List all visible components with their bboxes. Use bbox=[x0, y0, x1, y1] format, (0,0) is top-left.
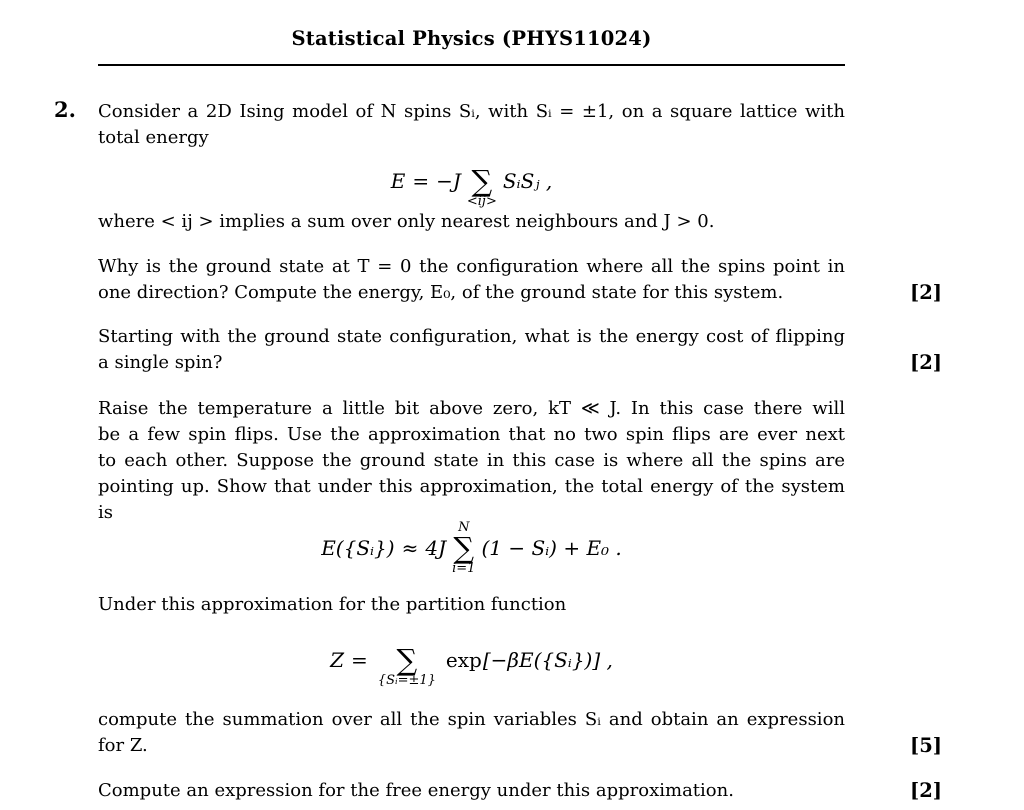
content-column bbox=[54, 0, 942, 804]
paragraph-free-energy bbox=[98, 778, 942, 804]
text-line: compute the summation over all the spin variables Sᵢ and obtain an expression bbox=[98, 709, 845, 730]
eq-coefficient: −J bbox=[436, 169, 461, 193]
text-line: where < ij > implies a sum over only nearest neighbours and J > 0. bbox=[98, 211, 715, 232]
text-line: Raise the temperature a little bit above zero, kT ≪ J. In this case there will bbox=[98, 398, 845, 419]
eq-lhs: E bbox=[390, 169, 406, 193]
text-line: to each other. Suppose the ground state in this case is where all the spins are bbox=[98, 450, 845, 471]
paragraph-ground-state bbox=[98, 254, 942, 306]
sum-lower-limit: i=1 bbox=[452, 561, 476, 576]
equals-sign: = bbox=[412, 169, 430, 193]
text-line: be a few spin flips. Use the approximation that no two spin flips are ever next bbox=[98, 424, 845, 445]
marks-badge: [2] bbox=[909, 351, 942, 374]
summation-symbol bbox=[452, 520, 475, 576]
question-number: 2. bbox=[54, 97, 76, 122]
text-line: pointing up. Show that under this approximation, the total energy of the system bbox=[98, 476, 845, 497]
paragraph-raise-temperature bbox=[98, 396, 845, 526]
paragraph-partition-intro bbox=[98, 592, 845, 618]
header-rule bbox=[98, 64, 845, 66]
text-line: Under this approximation for the partition function bbox=[98, 594, 567, 615]
summation-symbol bbox=[378, 632, 436, 688]
marks-badge: [2] bbox=[909, 779, 942, 802]
sigma-icon: ∑ bbox=[396, 643, 418, 677]
text-line: a single spin? bbox=[98, 352, 223, 373]
eq-lhs: Z bbox=[330, 648, 345, 672]
eq-lhs: E({Sᵢ}) bbox=[321, 536, 395, 560]
approx-sign: ≈ bbox=[401, 536, 419, 560]
sum-lower-limit: {Sᵢ=±1} bbox=[377, 673, 436, 688]
sigma-icon: ∑ bbox=[453, 531, 475, 565]
paragraph-where bbox=[98, 209, 845, 235]
sigma-icon: ∑ bbox=[471, 164, 493, 198]
eq-argument: [−βE({Sᵢ})] , bbox=[482, 648, 613, 672]
sum-upper-limit: N bbox=[458, 520, 470, 535]
text-line: Consider a 2D Ising model of N spins Sᵢ, with Sᵢ = ±1, on a square lattice with bbox=[98, 101, 845, 122]
page-header bbox=[98, 0, 845, 66]
text-line: is bbox=[98, 502, 113, 523]
equation-total-energy bbox=[98, 153, 845, 209]
text-line: one direction? Compute the energy, E₀, of the ground state for this system. bbox=[98, 282, 784, 303]
text-line: Compute an expression for the free energy under this approximation. bbox=[98, 780, 734, 801]
eq-coefficient: 4J bbox=[425, 536, 447, 560]
equals-sign: = bbox=[351, 648, 368, 672]
question-2 bbox=[54, 97, 942, 804]
marks-badge: [5] bbox=[909, 734, 942, 757]
paragraph-compute-summation bbox=[98, 707, 942, 759]
paragraph-intro bbox=[98, 99, 845, 151]
text-line: total energy bbox=[98, 127, 209, 148]
marks-badge: [2] bbox=[909, 281, 942, 304]
summation-symbol bbox=[467, 153, 497, 209]
paragraph-flip-spin bbox=[98, 324, 942, 376]
equation-approx-energy bbox=[98, 520, 845, 576]
text-line: Why is the ground state at T = 0 the configuration where all the spins point in bbox=[98, 256, 845, 277]
page-title: Statistical Physics (PHYS11024) bbox=[291, 27, 652, 50]
exp-function-label: exp bbox=[445, 648, 482, 672]
text-line: Starting with the ground state configuration, what is the energy cost of flipping bbox=[98, 326, 845, 347]
eq-rhs: SᵢSⱼ , bbox=[502, 169, 553, 193]
equation-partition-function bbox=[98, 632, 845, 688]
text-line: for Z. bbox=[98, 735, 148, 756]
sum-lower-limit: <ij> bbox=[466, 194, 497, 209]
eq-rhs: (1 − Sᵢ) + E₀ . bbox=[481, 536, 622, 560]
